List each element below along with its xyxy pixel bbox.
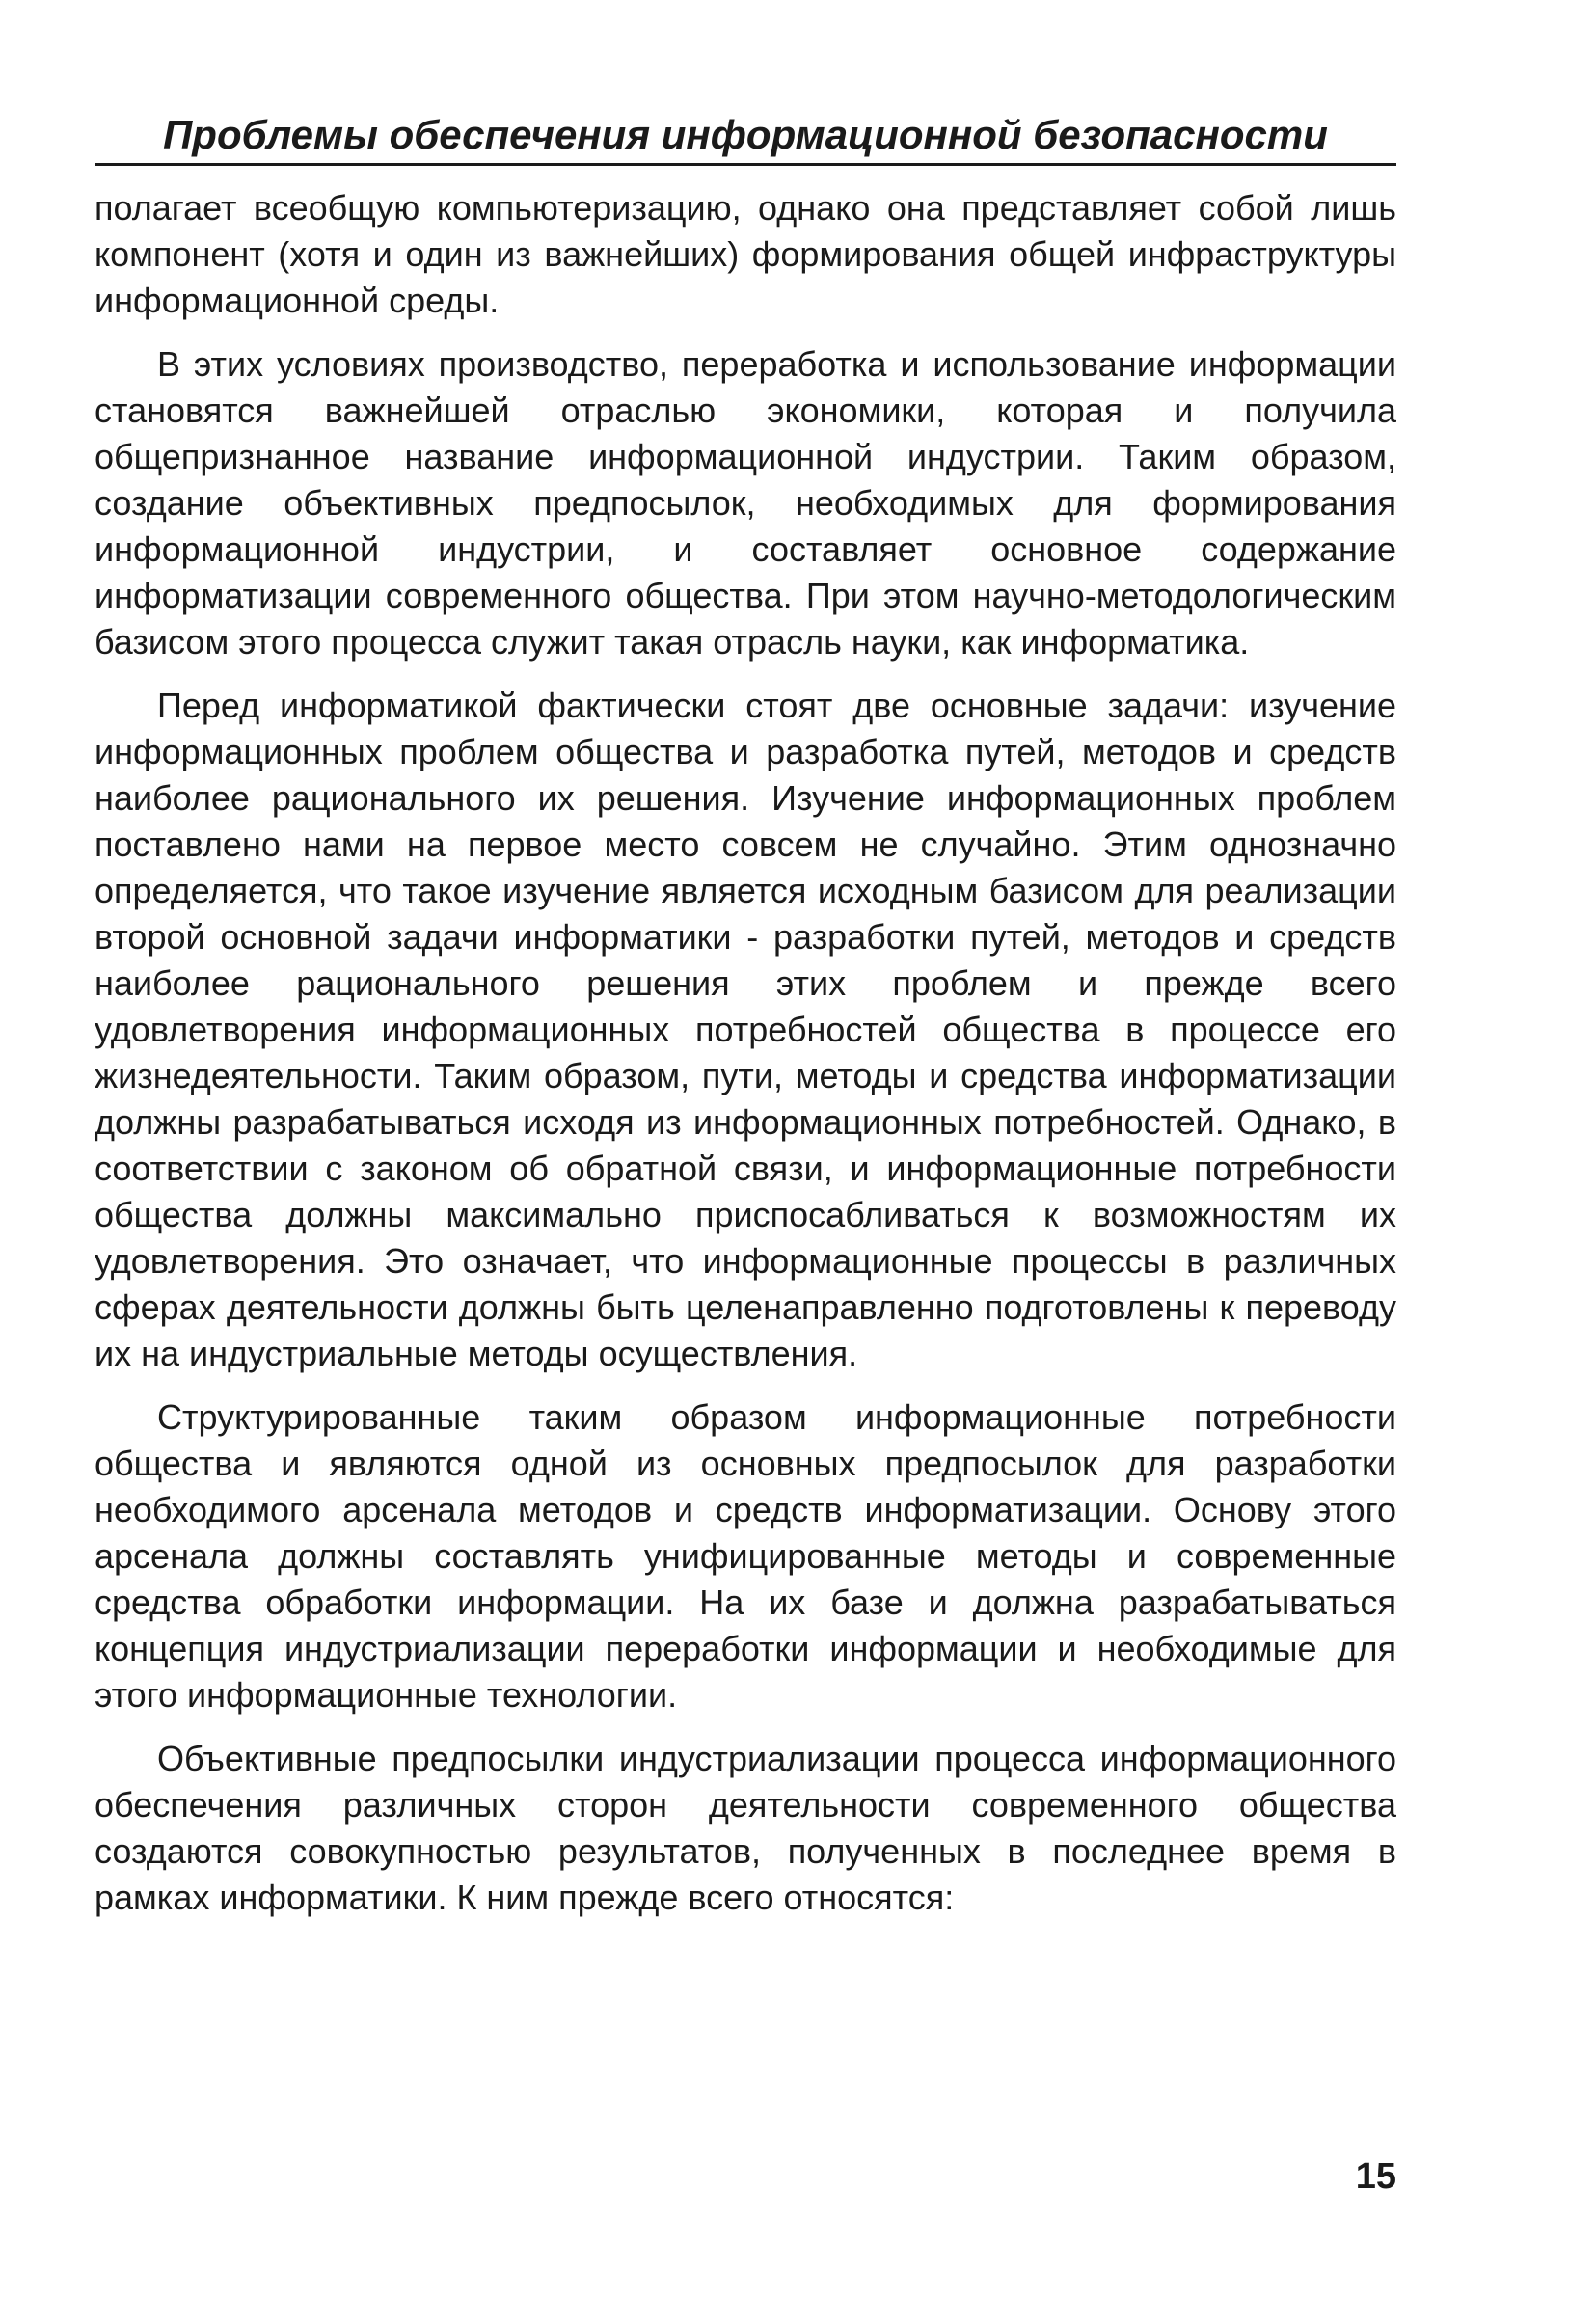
paragraph: В этих условиях производство, переработка и использование информации становятся важнейшей отраслью экономики, которая и получила общепризнанное название информационной индустрии. Таким образом, создание объективных предпосылок, необходимых для формирования информационной индустрии, и составляет основное содержание информатизации современного общества. При этом научно-методологическим базисом этого процесса служит такая отрасль науки, как информатика. (95, 344, 1396, 663)
paragraph-continuation: полагает всеобщую компьютеризацию, однако она представляет собой лишь компонент (хотя и один из важнейших) формирования общей инфраструктуры информационной среды. (95, 188, 1396, 321)
running-header: Проблемы обеспечения информационной безопасности (95, 111, 1396, 166)
body-text (95, 185, 1396, 1921)
page-number: 15 (1355, 2156, 1396, 2197)
paragraph: Структурированные таким образом информационные потребности общества и являются одной из основных предпосылок для разработки необходимого арсенала методов и средств информатизации. Основу этого арсенала должны составлять унифицированные методы и современные средства обработки информации. На их базе и должна разрабатываться концепция индустриализации переработки информации и необходимые для этого информационные технологии. (95, 1397, 1396, 1716)
paragraph: Перед информатикой фактически стоят две основные задачи: изучение информационных проблем общества и разработка путей, методов и средств наиболее рационального их решения. Изучение информационных проблем поставлено нами на первое место совсем не случайно. Этим однозначно определяется, что такое изучение является исходным базисом для реализации второй основной задачи информатики - разработки путей, методов и средств наиболее рационального решения этих проблем и прежде всего удовлетворения информационных потребностей общества в процессе его жизнедеятельности. Таким образом, пути, методы и средства информатизации должны разрабатываться исходя из информационных потребностей. Однако, в соответствии с законом об обратной связи, и информационные потребности общества должны максимально приспосабливаться к возможностям их удовлетворения. Это означает, что информационные процессы в различных сферах деятельности должны быть целенаправленно подготовлены к переводу их на индустриальные методы осуществления. (95, 686, 1396, 1374)
page (95, 111, 1396, 1938)
paragraph: Объективные предпосылки индустриализации процесса информационного обеспечения различных сторон деятельности современного общества создаются совокупностью результатов, полученных в последнее время в рамках информатики. К ним прежде всего относятся: (95, 1739, 1396, 1918)
